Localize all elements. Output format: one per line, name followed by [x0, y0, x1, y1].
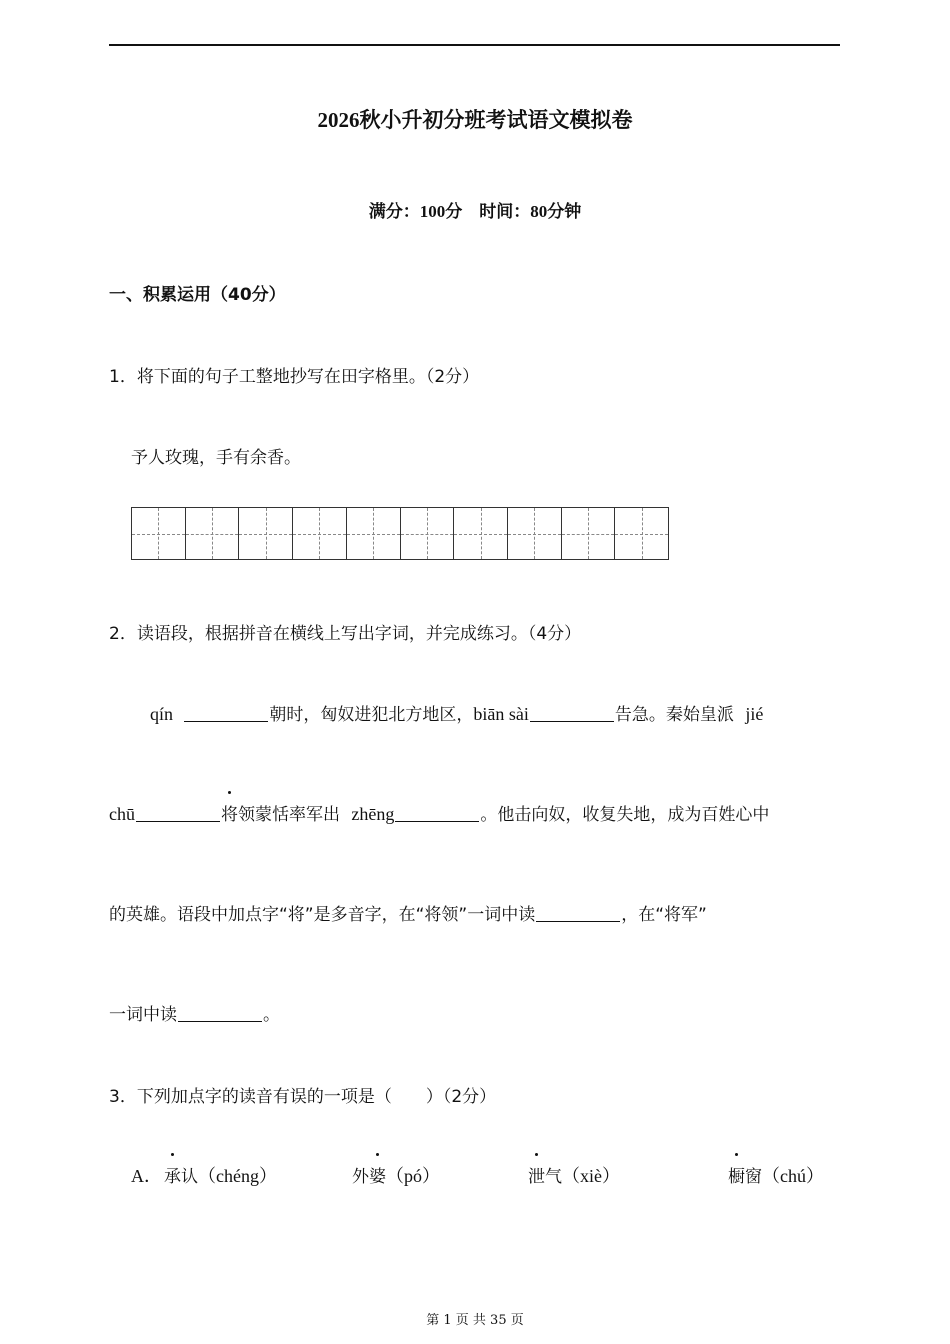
pinyin-bian-sai: biān sài: [473, 704, 529, 724]
char-text: 窗: [745, 1167, 762, 1187]
option-a-item-3: [528, 1162, 620, 1188]
char-text: 认: [181, 1167, 198, 1187]
answer-blank-5[interactable]: [536, 903, 620, 922]
item-pinyin: （chú）: [762, 1166, 824, 1186]
option-a-item-4: [728, 1162, 824, 1188]
tianzige-cell[interactable]: [508, 508, 562, 559]
line-2-text-a: 领蒙恬率军出: [238, 805, 340, 825]
question-2-prompt: 2．读语段，根据拼音在横线上写出字词，并完成练习。（4分）: [109, 624, 582, 644]
answer-blank-6[interactable]: [178, 1003, 262, 1022]
question-1-prompt: 1．将下面的句子工整地抄写在田字格里。（2分）: [109, 367, 480, 387]
pinyin-chu: chū: [109, 804, 135, 824]
dotted-char: 承: [164, 1162, 181, 1187]
tianzige-cell[interactable]: [401, 508, 455, 559]
item-pinyin: （xiè）: [562, 1166, 620, 1186]
line-4-text-b: 。: [263, 1005, 280, 1025]
question-1-sentence: 予人玫瑰，手有余香。: [131, 448, 301, 468]
question-2-line-1: [150, 700, 763, 725]
pinyin-zheng: zhēng: [351, 804, 395, 824]
tianzige-cell[interactable]: [454, 508, 508, 559]
pinyin-jie: jié: [745, 704, 764, 724]
section-heading: 一、积累运用（40分）: [109, 285, 286, 305]
exam-meta: 满分：100分 时间：80分钟: [368, 202, 582, 221]
item-pinyin: （chéng）: [198, 1166, 277, 1186]
answer-blank-1[interactable]: [184, 703, 268, 722]
line-1-text-b: 告急。秦始皇派: [614, 705, 734, 725]
tianzige-cell[interactable]: [562, 508, 616, 559]
dotted-char: 橱: [728, 1162, 745, 1187]
answer-blank-2[interactable]: [530, 703, 614, 722]
line-3-text-b: ，在“将军”: [621, 905, 707, 925]
tianzige-cell[interactable]: [347, 508, 401, 559]
tianzige-grid[interactable]: [131, 507, 669, 560]
char-text: 气: [545, 1167, 562, 1187]
answer-blank-3[interactable]: [136, 803, 220, 822]
option-a-item-2: [352, 1162, 440, 1188]
page-footer: 第 1 页 共 35 页: [426, 1313, 524, 1328]
option-letter: A．: [131, 1166, 162, 1186]
tianzige-cell[interactable]: [293, 508, 347, 559]
option-a-letter: [131, 1162, 162, 1188]
question-2-line-2: [109, 800, 769, 825]
line-3-text-a: 的英雄。语段中加点字“将”是多音字，在“将领”一词中读: [109, 905, 536, 925]
dotted-char-jiang: 将: [221, 800, 238, 825]
header-rule: [109, 44, 840, 46]
tianzige-cell[interactable]: [186, 508, 240, 559]
question-3-prompt: 3．下列加点字的读音有误的一项是（ ）（2分）: [109, 1087, 497, 1107]
question-2-line-3: [109, 900, 707, 925]
char-text: 外: [352, 1167, 369, 1187]
line-1-text-a: 朝时，匈奴进犯北方地区，: [269, 705, 474, 725]
tianzige-cell[interactable]: [239, 508, 293, 559]
item-pinyin: （pó）: [386, 1166, 440, 1186]
page-title: 2026秋小升初分班考试语文模拟卷: [317, 108, 633, 132]
question-2-line-4: [109, 1000, 280, 1025]
pinyin-qin: qín: [150, 704, 174, 724]
tianzige-cell[interactable]: [615, 508, 668, 559]
dotted-char: 泄: [528, 1162, 545, 1187]
dotted-char: 婆: [369, 1162, 386, 1187]
tianzige-cell[interactable]: [132, 508, 186, 559]
answer-blank-4[interactable]: [395, 803, 479, 822]
line-4-text-a: 一词中读: [109, 1005, 177, 1025]
line-2-text-b: 。他击向奴，收复失地，成为百姓心中: [480, 805, 770, 825]
option-a-item-1: [164, 1162, 277, 1188]
